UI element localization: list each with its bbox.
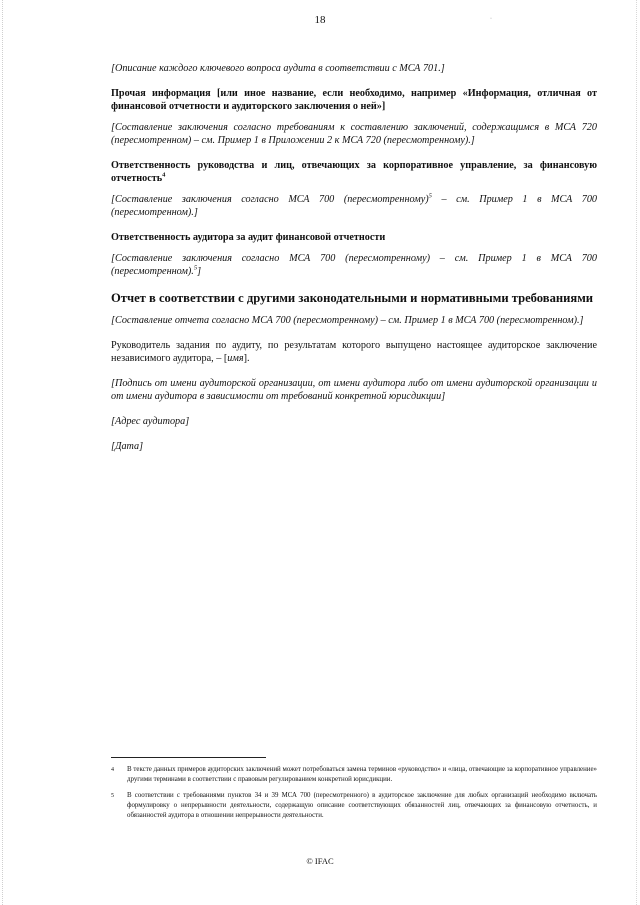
date-note: [Дата] bbox=[111, 441, 144, 452]
engagement-partner-paragraph bbox=[111, 339, 597, 365]
footnote-text: В соответствии с требованиями пунктов 34 и 39 МСА 700 (пересмотренного) в аудиторское заключение для любых организаций необходимо включать формулировку о непрерывности деятельности, содержащую описание соответствующих обязанностей лиц, отвечающих за финансовую отчетность, и обязанностей аудитора в отношении непрерывности деятельности. bbox=[127, 792, 597, 819]
legal-requirements-heading: Отчет в соответствии с другими законодательными и нормативными требованиями bbox=[111, 291, 594, 305]
other-info-note: [Составление заключения согласно требованиям к составлению заключений, содержащимся в МСА 720 (пересмотренном) – см. Пример 1 в Приложении 2 к МСА 720 (пересмотренному).] bbox=[111, 122, 597, 146]
footnote-separator bbox=[111, 757, 266, 758]
footnote-mark: 4 bbox=[111, 767, 114, 773]
footnotes bbox=[111, 765, 597, 827]
footnote-ref-5-second: 5 bbox=[193, 264, 198, 272]
engagement-partner-end: ]. bbox=[243, 353, 250, 364]
auditor-responsibility-heading: Ответственность аудитора за аудит финансовой отчетности bbox=[111, 232, 386, 243]
management-note-text: [Составление заключения согласно МСА 700 (пересмотренному) bbox=[111, 194, 429, 205]
scan-edge-left bbox=[2, 0, 3, 905]
footnote-text: В тексте данных примеров аудиторских заключений может потребоваться замена терминов «руководство» и «лица, отвечающие за корпоративное управление» другими терминами в соответствии с правовым регулированием конкретной юрисдикции. bbox=[127, 766, 597, 783]
copyright: © IFAC bbox=[306, 856, 334, 866]
footnote-4 bbox=[111, 765, 597, 785]
auditor-responsibility-note bbox=[111, 252, 597, 278]
management-responsibility-heading bbox=[111, 159, 597, 185]
management-heading-text: Ответственность руководства и лиц, отвечающих за корпоративное управление, за финансовую отчетность bbox=[111, 160, 597, 184]
auditor-note-tail: ] bbox=[197, 266, 202, 277]
signature-note: [Подпись от имени аудиторской организации, от имени аудитора либо от имени аудиторской организации и от имени аудитора в зависимости от требований конкретной юрисдикции] bbox=[111, 378, 597, 402]
document-body bbox=[111, 62, 597, 465]
engagement-partner-name: имя bbox=[227, 353, 244, 364]
scan-edge-right bbox=[636, 0, 637, 905]
kam-note: [Описание каждого ключевого вопроса аудита в соответствии с МСА 701.] bbox=[111, 63, 445, 74]
engagement-partner-text: Руководитель задания по аудиту, по результатам которого выпущено настоящее аудиторское заключение независимого аудитора, – [ bbox=[111, 340, 597, 364]
page-number: 18 bbox=[314, 14, 326, 26]
footnote-mark: 5 bbox=[111, 793, 114, 799]
legal-requirements-note: [Составление отчета согласно МСА 700 (пересмотренному) – см. Пример 1 в МСА 700 (пересмотренном).] bbox=[111, 315, 584, 326]
footnote-ref-5: 5 bbox=[428, 192, 432, 200]
auditor-address-note: [Адрес аудитора] bbox=[111, 416, 190, 427]
other-info-heading: Прочая информация [или иное название, если необходимо, например «Информация, отличная от финансовой отчетности и аудиторского заключения о ней»] bbox=[111, 88, 597, 112]
footnote-5 bbox=[111, 791, 597, 821]
management-note-tail: – см. Пример 1 в МСА 700 (пересмотренном).] bbox=[111, 194, 598, 218]
auditor-note-text: [Составление заключения согласно МСА 700 (пересмотренному) – см. Пример 1 в МСА 700 (пересмотренном). bbox=[111, 253, 597, 277]
management-responsibility-note bbox=[111, 193, 597, 219]
footnote-ref-4: 4 bbox=[162, 171, 166, 179]
scan-tick-mark: · bbox=[490, 16, 492, 22]
